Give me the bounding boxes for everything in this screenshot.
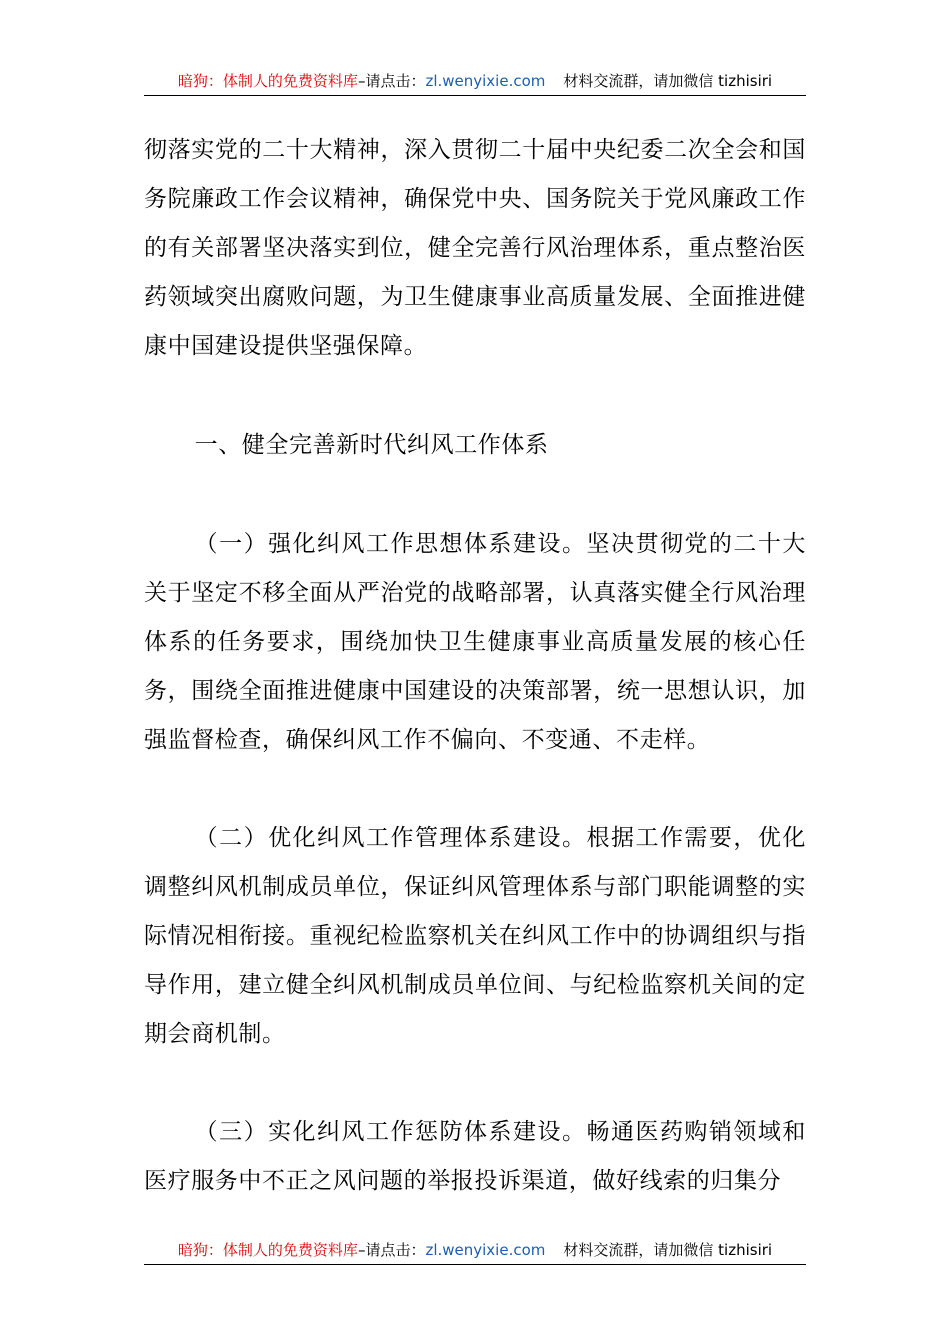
section-heading: 一、健全完善新时代纠风工作体系 [194, 432, 549, 458]
page-header [144, 67, 806, 96]
page-footer [144, 1236, 806, 1265]
header-note: 材料交流群，请加微信 tizhisiri [563, 72, 773, 90]
paragraph-section-3: （三）实化纠风工作惩防体系建设。畅通医药购销领域和医疗服务中不正之风问题的举报投诉渠道，做好线索的归集分 [144, 1119, 806, 1194]
header-link[interactable]: zl.wenyixie.com [425, 72, 546, 90]
header-prompt: –请点击： [357, 72, 426, 90]
footer-link[interactable]: zl.wenyixie.com [425, 1241, 546, 1259]
document-body [144, 126, 806, 1206]
intro-paragraph: 彻落实党的二十大精神，深入贯彻二十届中央纪委二次全会和国务院廉政工作会议精神，确保党中央、国务院关于党风廉政工作的有关部署坚决落实到位，健全完善行风治理体系，重点整治医药领域突出腐败问题，为卫生健康事业高质量发展、全面推进健康中国建设提供坚强保障。 [144, 137, 806, 359]
footer-brand: 暗狗：体制人的免费资料库 [177, 1241, 358, 1259]
footer-prompt: –请点击： [357, 1241, 426, 1259]
header-brand: 暗狗：体制人的免费资料库 [177, 72, 358, 90]
paragraph-section-1: （一）强化纠风工作思想体系建设。坚决贯彻党的二十大关于坚定不移全面从严治党的战略部署，认真落实健全行风治理体系的任务要求，围绕加快卫生健康事业高质量发展的核心任务，围绕全面推进健康中国建设的决策部署，统一思想认识，加强监督检查，确保纠风工作不偏向、不变通、不走样。 [144, 531, 806, 753]
paragraph-section-2: （二）优化纠风工作管理体系建设。根据工作需要，优化调整纠风机制成员单位，保证纠风管理体系与部门职能调整的实际情况相衔接。重视纪检监察机关在纠风工作中的协调组织与指导作用，建立健全纠风机制成员单位间、与纪检监察机关间的定期会商机制。 [144, 825, 806, 1047]
footer-note: 材料交流群，请加微信 tizhisiri [563, 1241, 773, 1259]
